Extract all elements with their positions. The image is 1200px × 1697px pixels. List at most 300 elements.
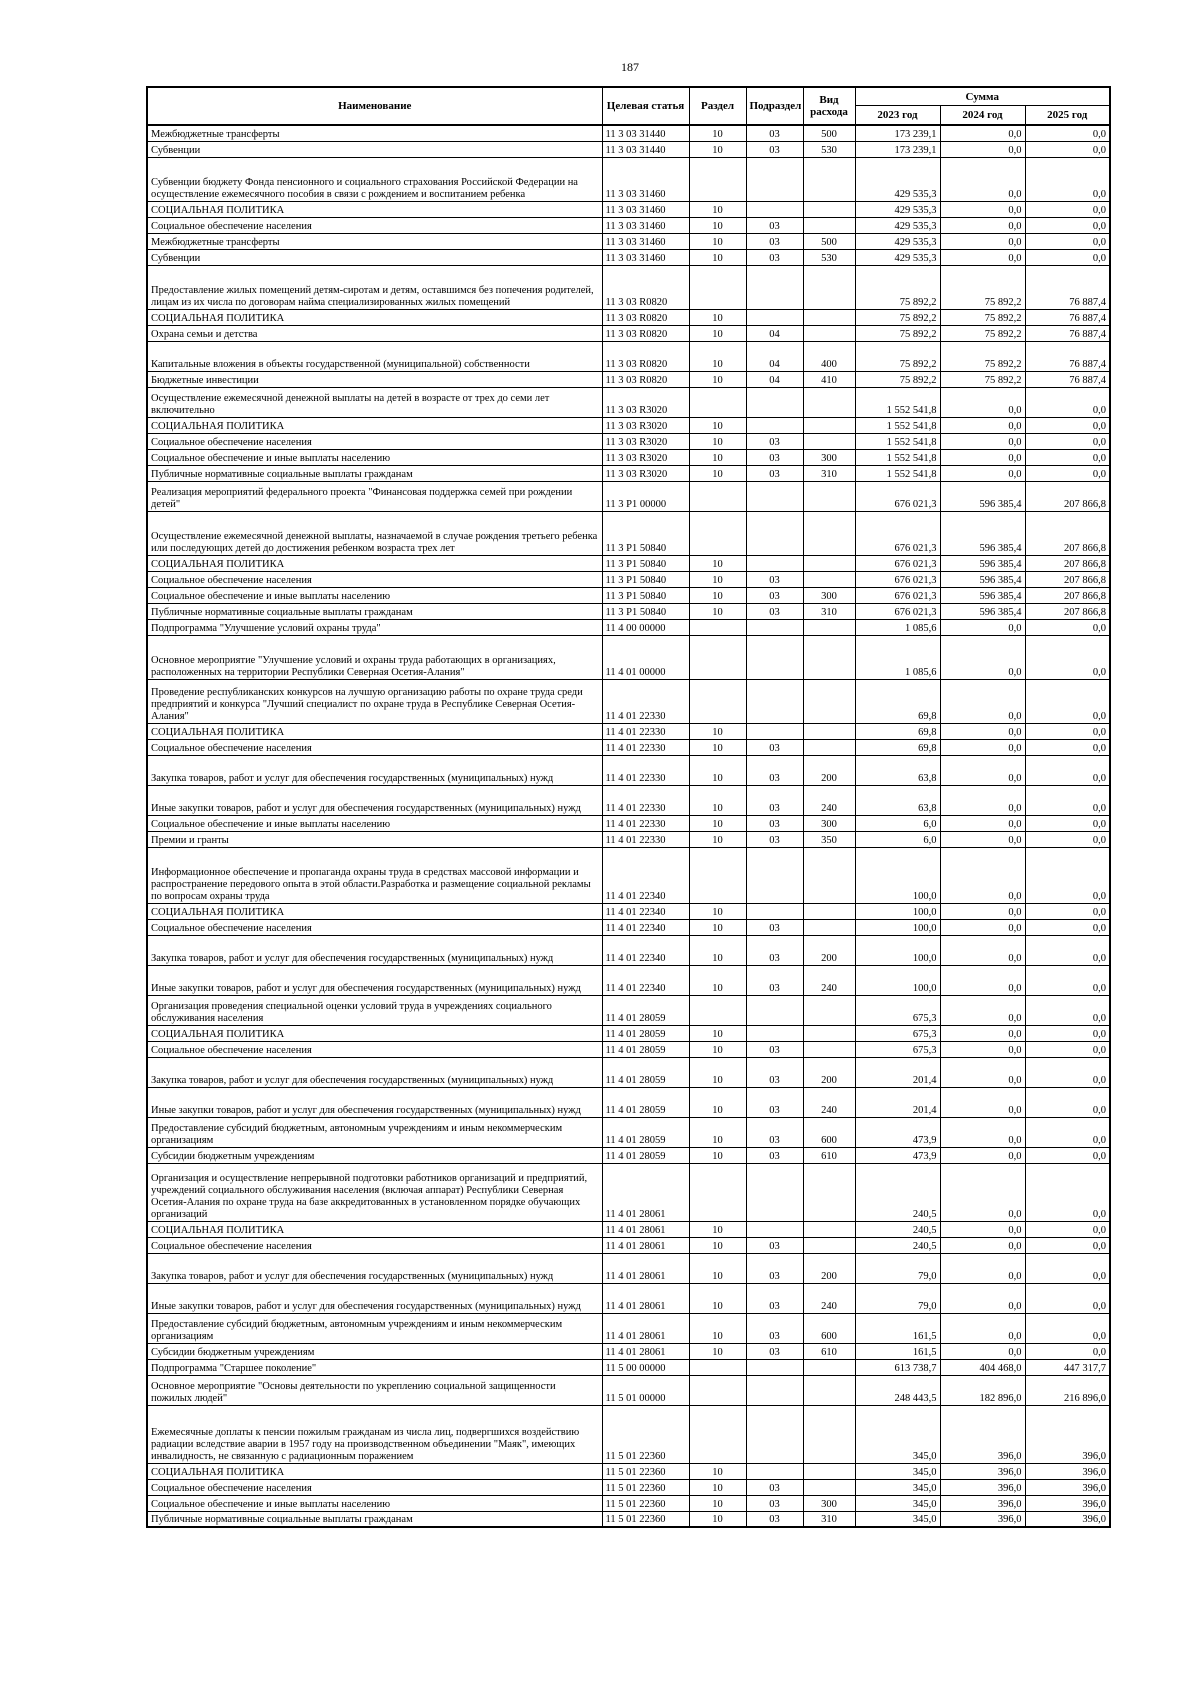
row-amount-2025: 396,0 [1025,1479,1110,1495]
row-section: 10 [689,449,746,465]
row-amount-2023: 676 021,3 [855,571,940,587]
row-target-code: 11 3 03 R3020 [602,465,689,481]
row-expense-type [803,847,855,903]
table-row [147,1087,1110,1117]
row-name: Социальное обеспечение населения [147,919,602,935]
row-amount-2023: 173 239,1 [855,141,940,157]
row-target-code: 11 3 P1 50840 [602,571,689,587]
row-subsection: 03 [746,1087,803,1117]
row-amount-2023: 75 892,2 [855,341,940,371]
table-row [147,603,1110,619]
row-subsection: 03 [746,815,803,831]
row-target-code: 11 5 01 22360 [602,1463,689,1479]
row-target-code: 11 5 01 22360 [602,1405,689,1463]
table-row [147,201,1110,217]
row-subsection: 03 [746,965,803,995]
row-subsection [746,481,803,511]
row-target-code: 11 3 P1 50840 [602,511,689,555]
row-expense-type: 610 [803,1343,855,1359]
row-section: 10 [689,125,746,141]
row-amount-2025: 207 866,8 [1025,555,1110,571]
row-amount-2023: 69,8 [855,679,940,723]
row-subsection [746,511,803,555]
row-expense-type: 200 [803,1057,855,1087]
table-row [147,935,1110,965]
row-amount-2025: 0,0 [1025,141,1110,157]
row-amount-2024: 0,0 [940,449,1025,465]
row-amount-2024: 75 892,2 [940,341,1025,371]
row-target-code: 11 3 03 31440 [602,141,689,157]
row-name: Социальное обеспечение населения [147,1479,602,1495]
row-amount-2025: 0,0 [1025,619,1110,635]
header-year-2024: 2024 год [940,106,1025,126]
row-target-code: 11 5 01 22360 [602,1511,689,1527]
row-target-code: 11 4 01 22330 [602,679,689,723]
row-section: 10 [689,341,746,371]
row-expense-type: 300 [803,1495,855,1511]
row-amount-2025: 0,0 [1025,755,1110,785]
table-row [147,233,1110,249]
row-target-code: 11 4 00 00000 [602,619,689,635]
row-section: 10 [689,587,746,603]
row-amount-2025: 0,0 [1025,1221,1110,1237]
row-target-code: 11 3 03 31440 [602,125,689,141]
row-target-code: 11 4 01 28061 [602,1313,689,1343]
row-expense-type [803,1463,855,1479]
row-target-code: 11 3 P1 50840 [602,603,689,619]
row-amount-2024: 0,0 [940,417,1025,433]
row-amount-2025: 0,0 [1025,1025,1110,1041]
row-expense-type [803,1405,855,1463]
row-section: 10 [689,815,746,831]
row-section: 10 [689,755,746,785]
row-target-code: 11 5 00 00000 [602,1359,689,1375]
row-name: Премии и гранты [147,831,602,847]
table-row [147,1117,1110,1147]
table-row [147,755,1110,785]
row-target-code: 11 3 03 31460 [602,249,689,265]
row-amount-2023: 345,0 [855,1495,940,1511]
row-amount-2025: 207 866,8 [1025,571,1110,587]
row-amount-2024: 0,0 [940,1163,1025,1221]
row-amount-2025: 0,0 [1025,217,1110,233]
row-name: Иные закупки товаров, работ и услуг для обеспечения государственных (муниципальных) нужд [147,1087,602,1117]
row-target-code: 11 4 01 28059 [602,1025,689,1041]
row-subsection [746,679,803,723]
row-amount-2024: 0,0 [940,679,1025,723]
row-subsection: 04 [746,325,803,341]
row-amount-2025: 0,0 [1025,635,1110,679]
row-amount-2025: 396,0 [1025,1463,1110,1479]
row-section: 10 [689,555,746,571]
row-name: Иные закупки товаров, работ и услуг для обеспечения государственных (муниципальных) нужд [147,785,602,815]
row-name: Реализация мероприятий федерального проекта "Финансовая поддержка семей при рождении детей" [147,481,602,511]
table-row [147,919,1110,935]
row-amount-2024: 0,0 [940,785,1025,815]
table-row [147,619,1110,635]
row-amount-2025: 396,0 [1025,1495,1110,1511]
row-amount-2024: 0,0 [940,141,1025,157]
row-section: 10 [689,1283,746,1313]
row-section [689,265,746,309]
row-amount-2025: 0,0 [1025,847,1110,903]
row-amount-2025: 0,0 [1025,831,1110,847]
table-row [147,1511,1110,1527]
row-name: СОЦИАЛЬНАЯ ПОЛИТИКА [147,201,602,217]
table-row [147,387,1110,417]
row-amount-2025: 0,0 [1025,449,1110,465]
row-name: Организация проведения специальной оценки условий труда в учреждениях социального обслуживания населения [147,995,602,1025]
row-amount-2023: 6,0 [855,815,940,831]
row-section [689,1405,746,1463]
row-amount-2023: 429 535,3 [855,233,940,249]
row-target-code: 11 4 01 28061 [602,1343,689,1359]
row-name: Закупка товаров, работ и услуг для обеспечения государственных (муниципальных) нужд [147,1253,602,1283]
row-amount-2024: 0,0 [940,1025,1025,1041]
row-amount-2025: 207 866,8 [1025,481,1110,511]
table-row [147,1253,1110,1283]
row-amount-2025: 0,0 [1025,1117,1110,1147]
table-row [147,125,1110,141]
row-section: 10 [689,141,746,157]
row-target-code: 11 4 01 28061 [602,1163,689,1221]
row-amount-2025: 76 887,4 [1025,265,1110,309]
row-expense-type: 350 [803,831,855,847]
row-name: Публичные нормативные социальные выплаты гражданам [147,603,602,619]
row-subsection: 03 [746,571,803,587]
row-amount-2025: 396,0 [1025,1511,1110,1527]
row-amount-2023: 100,0 [855,919,940,935]
row-amount-2023: 345,0 [855,1511,940,1527]
row-target-code: 11 4 01 00000 [602,635,689,679]
row-expense-type [803,1025,855,1041]
table-row [147,1041,1110,1057]
row-name: Межбюджетные трансферты [147,125,602,141]
row-amount-2024: 0,0 [940,635,1025,679]
row-section [689,1375,746,1405]
row-subsection: 03 [746,433,803,449]
row-target-code: 11 4 01 28059 [602,1147,689,1163]
row-section: 10 [689,201,746,217]
row-section: 10 [689,1117,746,1147]
row-amount-2023: 429 535,3 [855,249,940,265]
row-amount-2024: 0,0 [940,1343,1025,1359]
row-amount-2023: 675,3 [855,1041,940,1057]
row-section [689,995,746,1025]
row-section: 10 [689,417,746,433]
row-target-code: 11 5 01 22360 [602,1479,689,1495]
row-target-code: 11 4 01 22330 [602,755,689,785]
row-amount-2024: 596 385,4 [940,555,1025,571]
row-amount-2023: 63,8 [855,755,940,785]
table-row [147,1405,1110,1463]
row-amount-2023: 63,8 [855,785,940,815]
row-target-code: 11 4 01 22340 [602,847,689,903]
row-target-code: 11 3 P1 50840 [602,587,689,603]
row-section [689,635,746,679]
row-subsection [746,1405,803,1463]
row-amount-2023: 69,8 [855,739,940,755]
row-section: 10 [689,785,746,815]
row-amount-2023: 1 552 541,8 [855,465,940,481]
row-name: СОЦИАЛЬНАЯ ПОЛИТИКА [147,309,602,325]
row-subsection: 03 [746,1283,803,1313]
row-amount-2023: 675,3 [855,1025,940,1041]
row-amount-2025: 0,0 [1025,723,1110,739]
row-subsection: 03 [746,141,803,157]
table-row [147,1375,1110,1405]
row-name: Субвенции бюджету Фонда пенсионного и социального страхования Российской Федерации на осуществление ежемесячного пособия в связи с рождением и воспитанием ребенка [147,157,602,201]
row-name: Охрана семьи и детства [147,325,602,341]
row-section: 10 [689,1025,746,1041]
row-amount-2025: 0,0 [1025,1253,1110,1283]
row-amount-2024: 0,0 [940,201,1025,217]
row-expense-type: 610 [803,1147,855,1163]
row-amount-2023: 1 085,6 [855,619,940,635]
row-amount-2023: 100,0 [855,965,940,995]
row-amount-2024: 396,0 [940,1479,1025,1495]
row-amount-2024: 0,0 [940,125,1025,141]
row-amount-2025: 207 866,8 [1025,511,1110,555]
table-row [147,371,1110,387]
row-section: 10 [689,309,746,325]
row-amount-2024: 0,0 [940,755,1025,785]
row-amount-2023: 75 892,2 [855,371,940,387]
row-name: Закупка товаров, работ и услуг для обеспечения государственных (муниципальных) нужд [147,935,602,965]
row-amount-2023: 173 239,1 [855,125,940,141]
row-amount-2024: 0,0 [940,1057,1025,1087]
row-target-code: 11 4 01 28061 [602,1221,689,1237]
row-amount-2025: 0,0 [1025,249,1110,265]
row-subsection: 03 [746,1511,803,1527]
row-expense-type: 200 [803,1253,855,1283]
table-row [147,1343,1110,1359]
row-section: 10 [689,723,746,739]
row-amount-2024: 182 896,0 [940,1375,1025,1405]
row-target-code: 11 3 03 R0820 [602,309,689,325]
row-name: СОЦИАЛЬНАЯ ПОЛИТИКА [147,417,602,433]
row-amount-2023: 6,0 [855,831,940,847]
row-expense-type: 200 [803,935,855,965]
row-amount-2025: 0,0 [1025,785,1110,815]
row-expense-type [803,1041,855,1057]
row-section: 10 [689,1237,746,1253]
row-section [689,679,746,723]
row-section: 10 [689,1463,746,1479]
row-amount-2024: 75 892,2 [940,325,1025,341]
row-amount-2025: 0,0 [1025,125,1110,141]
table-row [147,157,1110,201]
row-expense-type [803,157,855,201]
row-amount-2024: 0,0 [940,387,1025,417]
row-amount-2024: 596 385,4 [940,481,1025,511]
row-amount-2025: 447 317,7 [1025,1359,1110,1375]
row-target-code: 11 4 01 22340 [602,919,689,935]
row-target-code: 11 3 03 31460 [602,157,689,201]
row-amount-2024: 396,0 [940,1405,1025,1463]
row-target-code: 11 3 03 R3020 [602,449,689,465]
row-section: 10 [689,1057,746,1087]
row-name: Закупка товаров, работ и услуг для обеспечения государственных (муниципальных) нужд [147,1057,602,1087]
row-section [689,157,746,201]
row-name: Осуществление ежемесячной денежной выплаты, назначаемой в случае рождения третьего ребенка или последующих детей до достижения ребенком возраста трех лет [147,511,602,555]
row-subsection: 03 [746,1041,803,1057]
row-name: Социальное обеспечение населения [147,433,602,449]
row-amount-2023: 240,5 [855,1237,940,1253]
row-expense-type [803,201,855,217]
row-target-code: 11 3 03 31460 [602,233,689,249]
row-name: Закупка товаров, работ и услуг для обеспечения государственных (муниципальных) нужд [147,755,602,785]
row-name: Предоставление субсидий бюджетным, автономным учреждениям и иным некоммерческим организациям [147,1313,602,1343]
row-amount-2023: 1 552 541,8 [855,387,940,417]
row-amount-2024: 0,0 [940,433,1025,449]
row-expense-type [803,619,855,635]
row-amount-2025: 0,0 [1025,903,1110,919]
row-subsection [746,1359,803,1375]
row-amount-2023: 79,0 [855,1253,940,1283]
row-amount-2023: 79,0 [855,1283,940,1313]
row-name: Иные закупки товаров, работ и услуг для обеспечения государственных (муниципальных) нужд [147,965,602,995]
row-amount-2024: 0,0 [940,1237,1025,1253]
row-expense-type [803,1163,855,1221]
row-subsection [746,417,803,433]
row-amount-2024: 404 468,0 [940,1359,1025,1375]
row-target-code: 11 3 03 R0820 [602,325,689,341]
row-expense-type: 200 [803,755,855,785]
row-target-code: 11 4 01 28061 [602,1283,689,1313]
row-subsection [746,1463,803,1479]
header-subsection: Подраздел [746,87,803,125]
row-amount-2023: 240,5 [855,1163,940,1221]
row-amount-2024: 396,0 [940,1463,1025,1479]
table-row [147,481,1110,511]
row-subsection: 03 [746,1313,803,1343]
table-row [147,511,1110,555]
table-row [147,249,1110,265]
row-name: Межбюджетные трансферты [147,233,602,249]
row-amount-2023: 676 021,3 [855,511,940,555]
table-row [147,417,1110,433]
row-section: 10 [689,603,746,619]
row-target-code: 11 5 01 22360 [602,1495,689,1511]
row-section: 10 [689,433,746,449]
row-amount-2024: 0,0 [940,249,1025,265]
row-subsection [746,635,803,679]
table-row [147,739,1110,755]
row-name: Социальное обеспечение населения [147,217,602,233]
row-amount-2024: 0,0 [940,723,1025,739]
row-name: Предоставление субсидий бюджетным, автономным учреждениям и иным некоммерческим организациям [147,1117,602,1147]
row-section: 10 [689,571,746,587]
row-amount-2024: 0,0 [940,995,1025,1025]
row-subsection [746,1375,803,1405]
header-name: Наименование [147,87,602,125]
row-target-code: 11 3 03 R3020 [602,417,689,433]
row-amount-2024: 596 385,4 [940,511,1025,555]
row-expense-type [803,309,855,325]
row-expense-type [803,325,855,341]
table-row [147,903,1110,919]
table-row [147,815,1110,831]
row-amount-2025: 76 887,4 [1025,309,1110,325]
row-amount-2024: 75 892,2 [940,371,1025,387]
row-target-code: 11 4 01 28061 [602,1253,689,1283]
row-section: 10 [689,1343,746,1359]
row-expense-type [803,995,855,1025]
table-row [147,265,1110,309]
table-row [147,679,1110,723]
row-expense-type [803,635,855,679]
row-amount-2023: 161,5 [855,1343,940,1359]
row-amount-2025: 0,0 [1025,919,1110,935]
row-subsection [746,201,803,217]
row-subsection: 03 [746,249,803,265]
row-amount-2025: 0,0 [1025,815,1110,831]
row-amount-2025: 0,0 [1025,465,1110,481]
row-expense-type: 240 [803,965,855,995]
row-expense-type [803,723,855,739]
row-amount-2024: 0,0 [940,815,1025,831]
row-amount-2024: 75 892,2 [940,265,1025,309]
row-subsection [746,847,803,903]
row-section [689,481,746,511]
row-expense-type: 500 [803,233,855,249]
row-target-code: 11 4 01 22330 [602,723,689,739]
row-target-code: 11 3 P1 50840 [602,555,689,571]
table-row [147,995,1110,1025]
row-amount-2024: 0,0 [940,965,1025,995]
row-name: Основное мероприятие "Основы деятельности по укреплению социальной защищенности пожилых людей" [147,1375,602,1405]
row-amount-2023: 429 535,3 [855,201,940,217]
row-amount-2025: 396,0 [1025,1405,1110,1463]
table-row [147,635,1110,679]
header-target: Целевая статья [602,87,689,125]
table-row [147,1495,1110,1511]
row-subsection: 03 [746,1057,803,1087]
row-section: 10 [689,1041,746,1057]
row-target-code: 11 3 03 R0820 [602,265,689,309]
row-name: СОЦИАЛЬНАЯ ПОЛИТИКА [147,1463,602,1479]
row-section [689,1163,746,1221]
row-name: Иные закупки товаров, работ и услуг для обеспечения государственных (муниципальных) нужд [147,1283,602,1313]
row-subsection: 03 [746,739,803,755]
row-expense-type [803,1479,855,1495]
row-section: 10 [689,249,746,265]
row-amount-2023: 676 021,3 [855,555,940,571]
row-amount-2024: 0,0 [940,619,1025,635]
header-sum: Сумма [855,87,1110,106]
row-expense-type [803,217,855,233]
row-name: Основное мероприятие "Улучшение условий и охраны труда работающих в организациях, расположенных на территории Республики Северная Осетия-Алания" [147,635,602,679]
row-name: Капитальные вложения в объекты государственной (муниципальной) собственности [147,341,602,371]
row-subsection: 03 [746,1117,803,1147]
row-name: Субсидии бюджетным учреждениям [147,1147,602,1163]
row-subsection: 03 [746,1495,803,1511]
table-row [147,1479,1110,1495]
row-subsection: 03 [746,1237,803,1253]
row-expense-type [803,433,855,449]
table-row [147,1147,1110,1163]
row-section: 10 [689,831,746,847]
row-name: СОЦИАЛЬНАЯ ПОЛИТИКА [147,903,602,919]
row-name: СОЦИАЛЬНАЯ ПОЛИТИКА [147,1221,602,1237]
row-amount-2023: 69,8 [855,723,940,739]
row-subsection: 04 [746,371,803,387]
row-name: Подпрограмма "Улучшение условий охраны труда" [147,619,602,635]
row-name: Бюджетные инвестиции [147,371,602,387]
row-amount-2025: 0,0 [1025,1147,1110,1163]
row-expense-type: 530 [803,249,855,265]
